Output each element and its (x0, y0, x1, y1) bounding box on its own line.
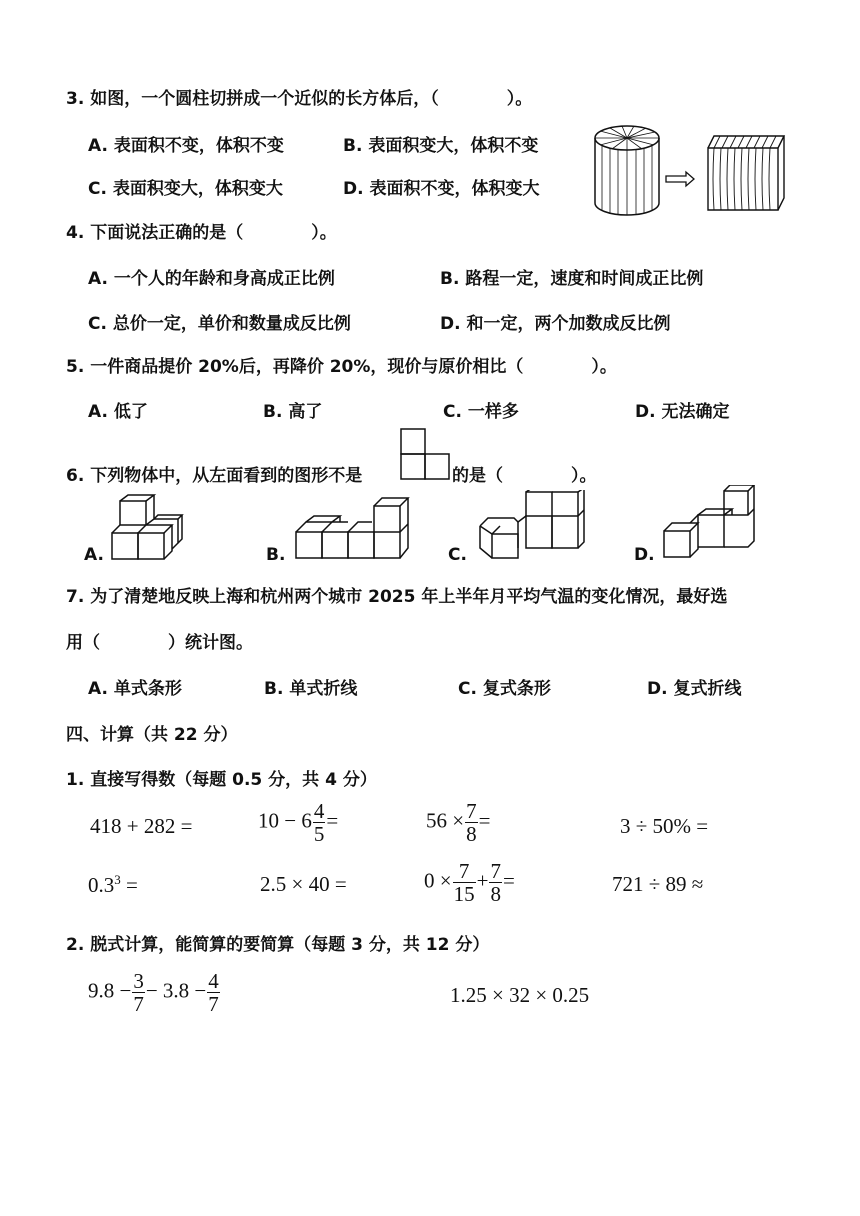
q6-option-c-label[interactable]: C. (448, 545, 467, 565)
q5-stem: 5. 一件商品提价 20%后，再降价 20%，现价与原价相比（ ）。 (66, 357, 617, 377)
q5-option-a[interactable]: A. 低了 (88, 402, 148, 422)
calc1-title: 1. 直接写得数（每题 0.5 分，共 4 分） (66, 770, 377, 790)
fraction: $\frac{7}{15}$ (453, 859, 475, 906)
q4-option-b[interactable]: B. 路程一定，速度和时间成正比例 (440, 269, 704, 289)
q7-option-b[interactable]: B. 单式折线 (264, 679, 358, 699)
q6-option-a-figure[interactable] (108, 493, 188, 563)
q5-option-c[interactable]: C. 一样多 (443, 402, 519, 422)
calc1-expr-8: 721 ÷ 89 ≈ (612, 872, 704, 896)
q3-option-a[interactable]: A. 表面积不变，体积不变 (88, 136, 284, 156)
q6-option-d-figure[interactable] (660, 485, 760, 560)
fraction: $\frac{4}{7}$ (208, 969, 219, 1016)
q5-option-b[interactable]: B. 高了 (263, 402, 323, 422)
q7-option-a[interactable]: A. 单式条形 (88, 679, 182, 699)
q4-option-a[interactable]: A. 一个人的年龄和身高成正比例 (88, 269, 335, 289)
cuboid-icon (708, 136, 784, 210)
q7-stem-line1: 7. 为了清楚地反映上海和杭州两个城市 2025 年上半年月平均气温的变化情况，最好选 (66, 587, 728, 607)
calc1-expr-7: 0 × $\frac{7}{15}$ + $\frac{7}{8}$ = (424, 859, 515, 906)
fraction: $\frac{4}{5}$ (313, 799, 325, 846)
q7-option-c[interactable]: C. 复式条形 (458, 679, 551, 699)
calc1-expr-3: 56 × $\frac{7}{8}$ = (426, 799, 491, 846)
q6-option-d-label[interactable]: D. (634, 545, 655, 565)
calc1-expr-2: 10 − 6 $\frac{4}{5}$ = (258, 799, 339, 846)
q6-stem-part2: 的是（ ）。 (452, 466, 597, 486)
q6-option-a-label[interactable]: A. (84, 545, 104, 565)
left-view-shape-icon (399, 427, 451, 483)
calc1-expr-4: 3 ÷ 50% = (620, 814, 709, 838)
cylinder-icon (595, 126, 659, 215)
calc2-problem-1: 9.8 − $\frac{3}{7}$ − 3.8 − $\frac{4}{7}$ (88, 969, 219, 1016)
q3-option-c[interactable]: C. 表面积变大，体积变大 (88, 179, 283, 199)
calc1-expr-6: 2.5 × 40 = (260, 872, 347, 896)
calc1-expr-1: 418 + 282 = (90, 814, 193, 838)
q7-stem-line2: 用（ ）统计图。 (66, 633, 253, 653)
q5-option-d[interactable]: D. 无法确定 (635, 402, 730, 422)
q7-option-d[interactable]: D. 复式折线 (647, 679, 742, 699)
calc1-expr-5: $0.3^3$ = (88, 872, 138, 897)
fraction: $\frac{7}{8}$ (466, 799, 477, 846)
q3-stem: 3. 如图，一个圆柱切拼成一个近似的长方体后，（ ）。 (66, 89, 533, 109)
calc2-problem-2: 1.25 × 32 × 0.25 (450, 983, 590, 1007)
fraction: $\frac{7}{8}$ (490, 859, 501, 906)
q3-option-d[interactable]: D. 表面积不变，体积变大 (343, 179, 540, 199)
arrow-right-icon (666, 172, 694, 186)
q6-option-c-figure[interactable] (472, 490, 592, 560)
calc2-title: 2. 脱式计算，能简算的要简算（每题 3 分，共 12 分） (66, 935, 490, 955)
q4-option-d[interactable]: D. 和一定，两个加数成反比例 (440, 314, 671, 334)
section-4-title: 四、计算（共 22 分） (66, 725, 238, 745)
cylinder-to-cuboid-figure (590, 118, 790, 228)
fraction: $\frac{3}{7}$ (133, 969, 144, 1016)
q6-stem-part1: 6. 下列物体中，从左面看到的图形不是 (66, 466, 363, 486)
q6-option-b-figure[interactable] (292, 492, 412, 562)
q4-stem: 4. 下面说法正确的是（ ）。 (66, 223, 337, 243)
q4-option-c[interactable]: C. 总价一定，单价和数量成反比例 (88, 314, 351, 334)
q6-option-b-label[interactable]: B. (266, 545, 286, 565)
q3-option-b[interactable]: B. 表面积变大，体积不变 (343, 136, 539, 156)
